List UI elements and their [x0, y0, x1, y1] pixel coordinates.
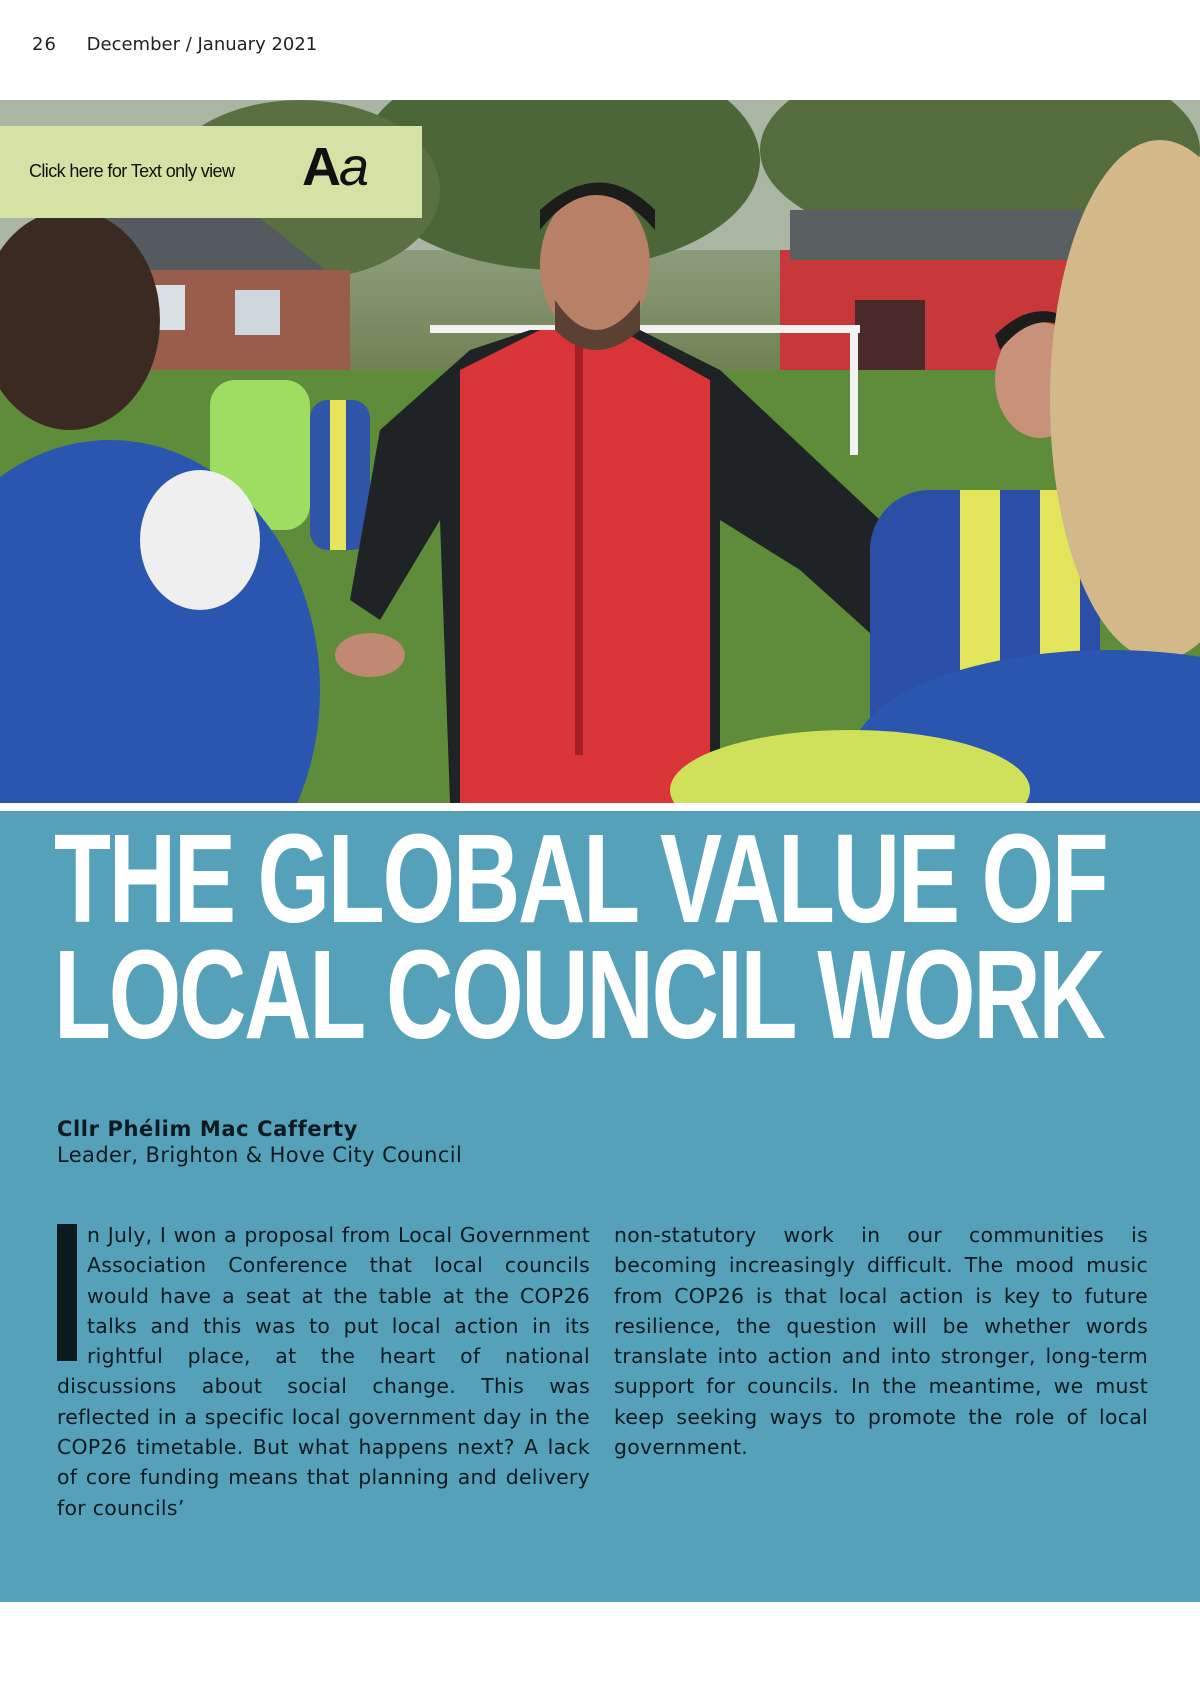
page-number: 26 [32, 34, 57, 55]
headline-line-1: THE GLOBAL VALUE OF [54, 808, 1107, 949]
article-panel [0, 808, 1200, 1602]
text-size-icon-small: a [339, 137, 370, 197]
issue-date: December / January 2021 [86, 34, 318, 55]
byline [57, 1117, 462, 1167]
text-size-icon [302, 137, 370, 197]
body-column-2 [614, 1220, 1148, 1462]
page-footer-space [0, 1602, 1200, 1696]
body-text-2: non-statutory work in our communities is becoming increasingly difficult. The mood music from COP26 is that local action is key to future resilience, the question will be whether words translate into action and into stronger, long-term support for councils. In the meantime, we must keep seeking ways to promote the role of local government. [614, 1223, 1148, 1460]
text-only-view-button[interactable] [0, 126, 422, 218]
headline-line-2: LOCAL COUNCIL WORK [54, 924, 1104, 1065]
body-text-1: n July, I won a proposal from Local Government Association Conference that local councils would have a seat at the table at the COP26 talks and this was to put local action in its rightful place, at the heart of national discussions about social change. This was reflected in a specific local government day in the COP26 timetable. But what happens next? A lack of core funding means that planning and delivery for councils’ [57, 1223, 590, 1520]
text-only-label: Click here for Text only view [29, 161, 235, 181]
author-role: Leader, Brighton & Hove City Council [57, 1143, 463, 1167]
author-name: Cllr Phélim Mac Cafferty [57, 1117, 359, 1141]
page-header [32, 34, 317, 55]
text-size-icon-big: A [302, 137, 339, 197]
body-column-1 [57, 1220, 590, 1523]
drop-cap-i-icon [57, 1224, 77, 1361]
headline [54, 808, 1107, 1065]
